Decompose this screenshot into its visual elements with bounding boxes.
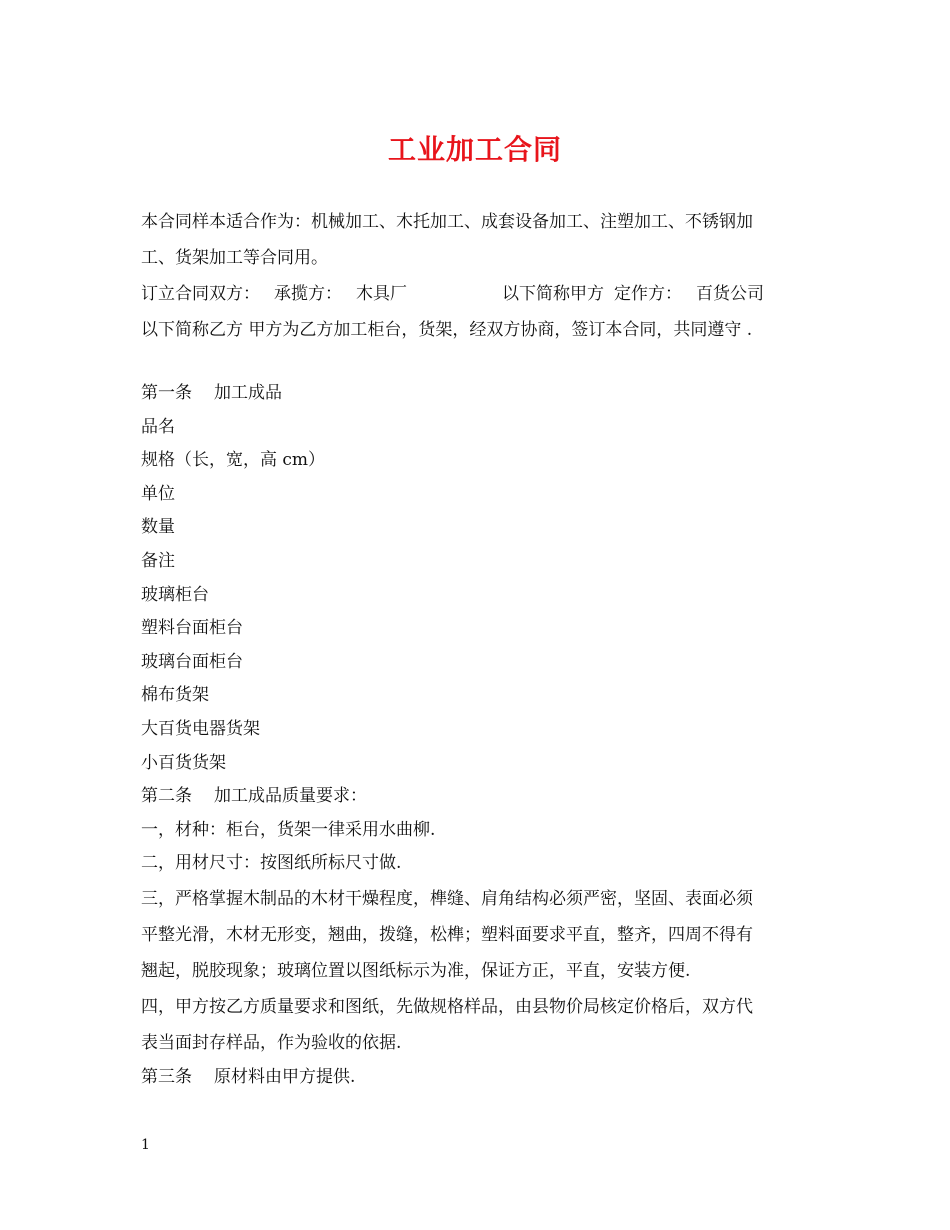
article-1-title: 加工成品 bbox=[214, 383, 282, 403]
article-3-heading bbox=[141, 1061, 831, 1095]
intro-line-4: 以下简称乙方 甲方为乙方加工柜台，货架，经双方协商，签订本合同，共同遵守 . bbox=[141, 320, 753, 340]
requirement-item-4-line: 表当面封存样品，作为验收的依据. bbox=[141, 1032, 402, 1053]
article-1-heading bbox=[141, 377, 831, 411]
page-number: 1 bbox=[141, 1137, 150, 1153]
contractor-label: 承揽方： bbox=[274, 284, 342, 304]
requirement-item-2: 二，用材尺寸：按图纸所标尺寸做. bbox=[141, 853, 402, 874]
article-2-heading bbox=[141, 780, 831, 814]
contractor-short: 以下简称甲方 bbox=[502, 284, 604, 304]
product-item: 棉布货架 bbox=[141, 685, 209, 706]
orderer-name: 百货公司 bbox=[696, 284, 764, 304]
document-body bbox=[141, 204, 831, 1095]
article-2-title: 加工成品质量要求： bbox=[214, 786, 367, 807]
product-item: 大百货电器货架 bbox=[141, 718, 260, 739]
intro-line-2: 工、货架加工等合同用。 bbox=[141, 248, 328, 268]
parties-label: 订立合同双方： bbox=[141, 284, 260, 304]
document-title: 工业加工合同 bbox=[387, 133, 562, 166]
product-item: 塑料台面柜台 bbox=[141, 618, 243, 639]
column-label: 规格（长，宽，高 cm） bbox=[141, 450, 326, 471]
article-3-title: 原材料由甲方提供. bbox=[214, 1066, 356, 1087]
article-1-number: 第一条 bbox=[141, 383, 192, 403]
orderer-label: 定作方： bbox=[614, 284, 682, 304]
requirement-item-3-line: 平整光滑，木材无形变，翘曲，拨缝，松榫；塑料面要求平直，整齐，四周不得有 bbox=[141, 924, 753, 945]
requirement-item-4-line: 四，甲方按乙方质量要求和图纸，先做规格样品，由县物价局核定价格后，双方代 bbox=[141, 996, 753, 1017]
requirement-item-3-line: 翘起，脱胶现象；玻璃位置以图纸标示为准，保证方正，平直，安装方便. bbox=[141, 960, 691, 981]
product-item: 玻璃台面柜台 bbox=[141, 651, 243, 672]
article-3-number: 第三条 bbox=[141, 1066, 192, 1087]
column-label: 单位 bbox=[141, 483, 175, 504]
requirement-item-1: 一，材种：柜台，货架一律采用水曲柳. bbox=[141, 819, 436, 840]
parties-line bbox=[141, 276, 831, 312]
paragraph-gap bbox=[141, 348, 831, 377]
contractor-name: 木具厂 bbox=[356, 284, 407, 304]
intro-line-1: 本合同样本适合作为：机械加工、木托加工、成套设备加工、注塑加工、不锈钢加 bbox=[141, 212, 753, 232]
article-2-number: 第二条 bbox=[141, 786, 192, 807]
product-item: 玻璃柜台 bbox=[141, 584, 209, 605]
column-label: 品名 bbox=[141, 416, 175, 437]
column-label: 数量 bbox=[141, 517, 175, 538]
requirement-item-3-line: 三，严格掌握木制品的木材干燥程度，榫缝、肩角结构必须严密，坚固、表面必须 bbox=[141, 888, 753, 909]
column-label: 备注 bbox=[141, 550, 175, 571]
product-item: 小百货货架 bbox=[141, 752, 226, 773]
